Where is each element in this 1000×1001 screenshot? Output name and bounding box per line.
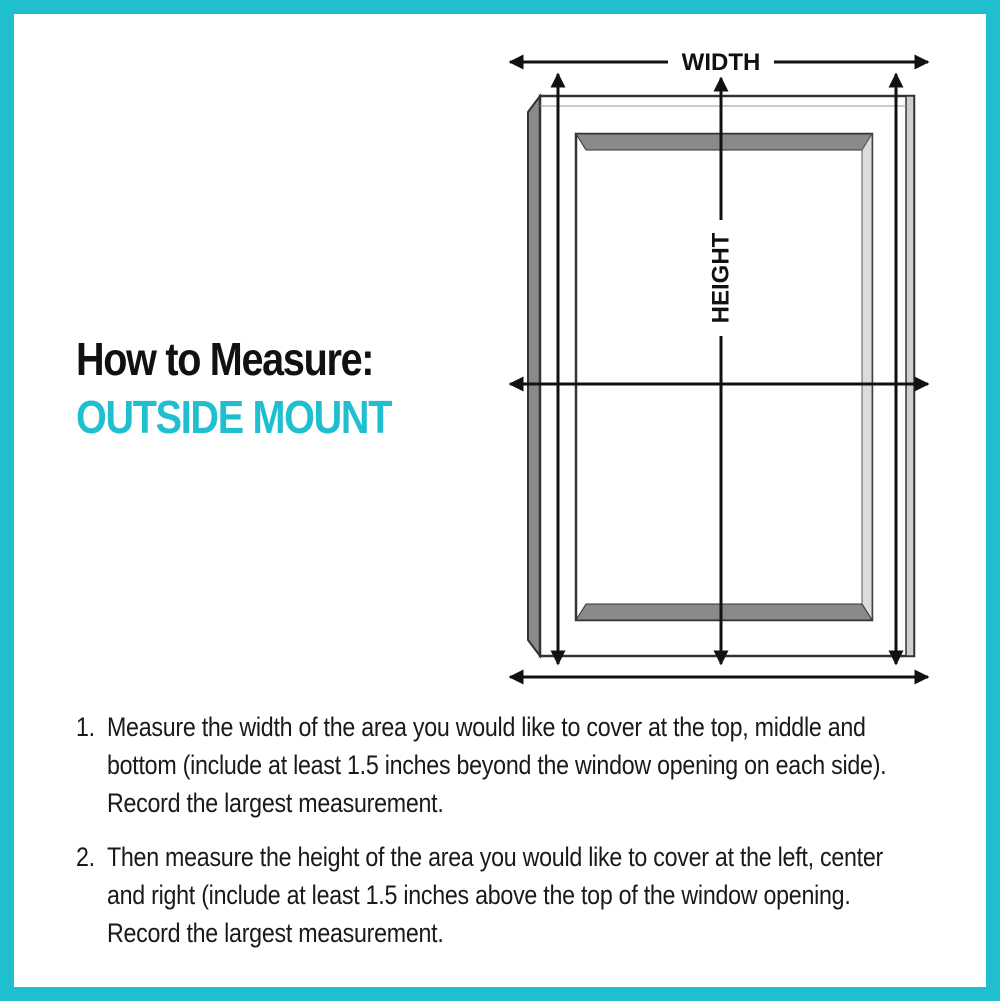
- instructions-list: [76, 708, 919, 968]
- step-text: Then measure the height of the area you would like to cover at the left, center and right (include at least 1.5 inches above the top of the window opening. Record the largest measurement.: [106, 842, 883, 948]
- step-text: Measure the width of the area you would like to cover at the top, middle and bottom (include at least 1.5 inches beyond the window opening on each side). Record the largest measurement.: [106, 712, 887, 818]
- window-opening: [576, 134, 872, 620]
- width-label: WIDTH: [681, 49, 761, 76]
- instruction-step: [76, 838, 919, 952]
- step-number: 1.: [76, 712, 95, 742]
- instruction-step: [76, 708, 919, 822]
- page-subtitle: OUTSIDE MOUNT: [76, 391, 392, 443]
- page-title: How to Measure:: [76, 333, 374, 385]
- height-label: HEIGHT: [707, 232, 735, 324]
- step-number: 2.: [76, 842, 95, 872]
